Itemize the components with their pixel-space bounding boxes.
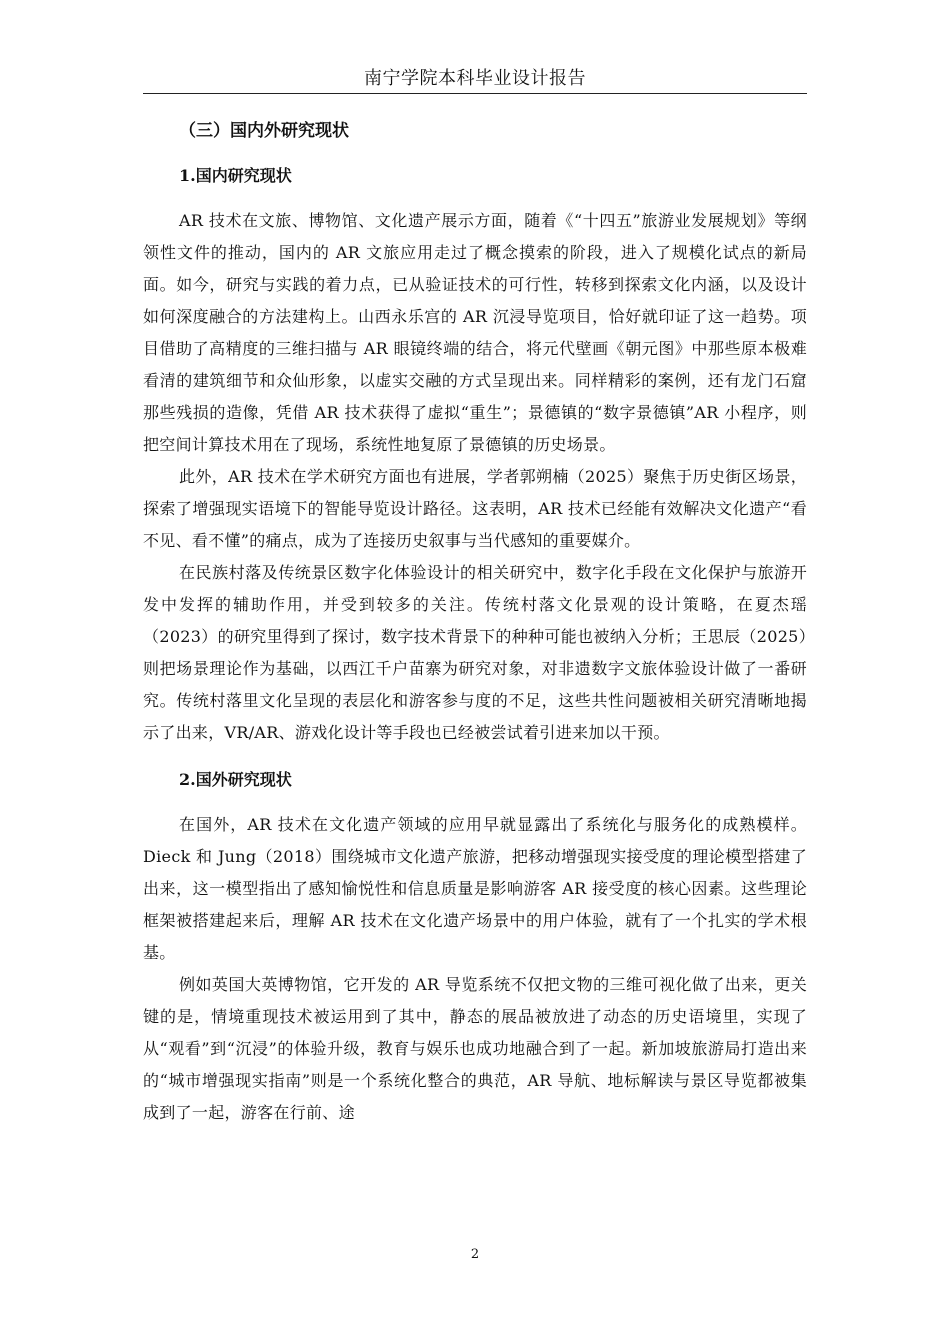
paragraph: AR 技术在文旅、博物馆、文化遗产展示方面，随着《“十四五”旅游业发展规划》等纲领性文件的推动，国内的 AR 文旅应用走过了概念摸索的阶段，进入了规模化试点的新局面。如今，研究与实践的着力点，已从验证技术的可行性，转移到探索文化内涵，以及设计如何深度融合的方法建构上。山西永乐宫的 AR 沉浸导览项目，恰好就印证了这一趋势。项目借助了高精度的三维扫描与 AR 眼镜终端的结合，将元代壁画《朝元图》中那些原本极难看清的建筑细节和众仙形象，以虚实交融的方式呈现出来。同样精彩的案例，还有龙门石窟那些残损的造像，凭借 AR 技术获得了虚拟“重生”；景德镇的“数字景德镇”AR 小程序，则把空间计算技术用在了现场，系统性地复原了景德镇的历史场景。	[143, 211, 807, 454]
header-divider	[143, 93, 807, 94]
paragraph: 在国外，AR 技术在文化遗产领域的应用早就显露出了系统化与服务化的成熟模样。Dieck 和 Jung（2018）围绕城市文化遗产旅游，把移动增强现实接受度的理论模型搭建了出来，这一模型指出了感知愉悦性和信息质量是影响游客 AR 接受度的核心因素。这些理论框架被搭建起来后，理解 AR 技术在文化遗产场景中的用户体验，就有了一个扎实的学术根基。	[143, 815, 807, 962]
body-content	[143, 113, 807, 1129]
subsection-heading-foreign: 2.国外研究现状	[179, 770, 292, 789]
paragraph: 例如英国大英博物馆，它开发的 AR 导览系统不仅把文物的三维可视化做了出来，更关键的是，情境重现技术被运用到了其中，静态的展品被放进了动态的历史语境里，实现了从“观看”到“沉浸”的体验升级，教育与娱乐也成功地融合到了一起。新加坡旅游局打造出来的“城市增强现实指南”则是一个系统化整合的典范，AR 导航、地标解读与景区导览都被集成到了一起，游客在行前、途	[143, 975, 807, 1122]
running-header-title: 南宁学院本科毕业设计报告	[364, 68, 586, 89]
paragraph: 在民族村落及传统景区数字化体验设计的相关研究中，数字化手段在文化保护与旅游开发中发挥的辅助作用，并受到较多的关注。传统村落文化景观的设计策略，在夏杰瑶（2023）的研究里得到了探讨，数字技术背景下的种种可能也被纳入分析；王思辰（2025）则把场景理论作为基础，以西江千户苗寨为研究对象，对非遗数字文旅体验设计做了一番研究。传统村落里文化呈现的表层化和游客参与度的不足，这些共性问题被相关研究清晰地揭示了出来，VR/AR、游戏化设计等手段也已经被尝试着引进来加以干预。	[143, 563, 807, 742]
page-number: 2	[470, 1247, 480, 1262]
section-heading: （三）国内外研究现状	[179, 121, 349, 141]
subsection-heading-domestic: 1.国内研究现状	[179, 166, 292, 185]
paragraph: 此外，AR 技术在学术研究方面也有进展，学者郭朔楠（2025）聚焦于历史街区场景，探索了增强现实语境下的智能导览设计路径。这表明，AR 技术已经能有效解决文化遗产“看不见、看不懂”的痛点，成为了连接历史叙事与当代感知的重要媒介。	[143, 467, 807, 550]
